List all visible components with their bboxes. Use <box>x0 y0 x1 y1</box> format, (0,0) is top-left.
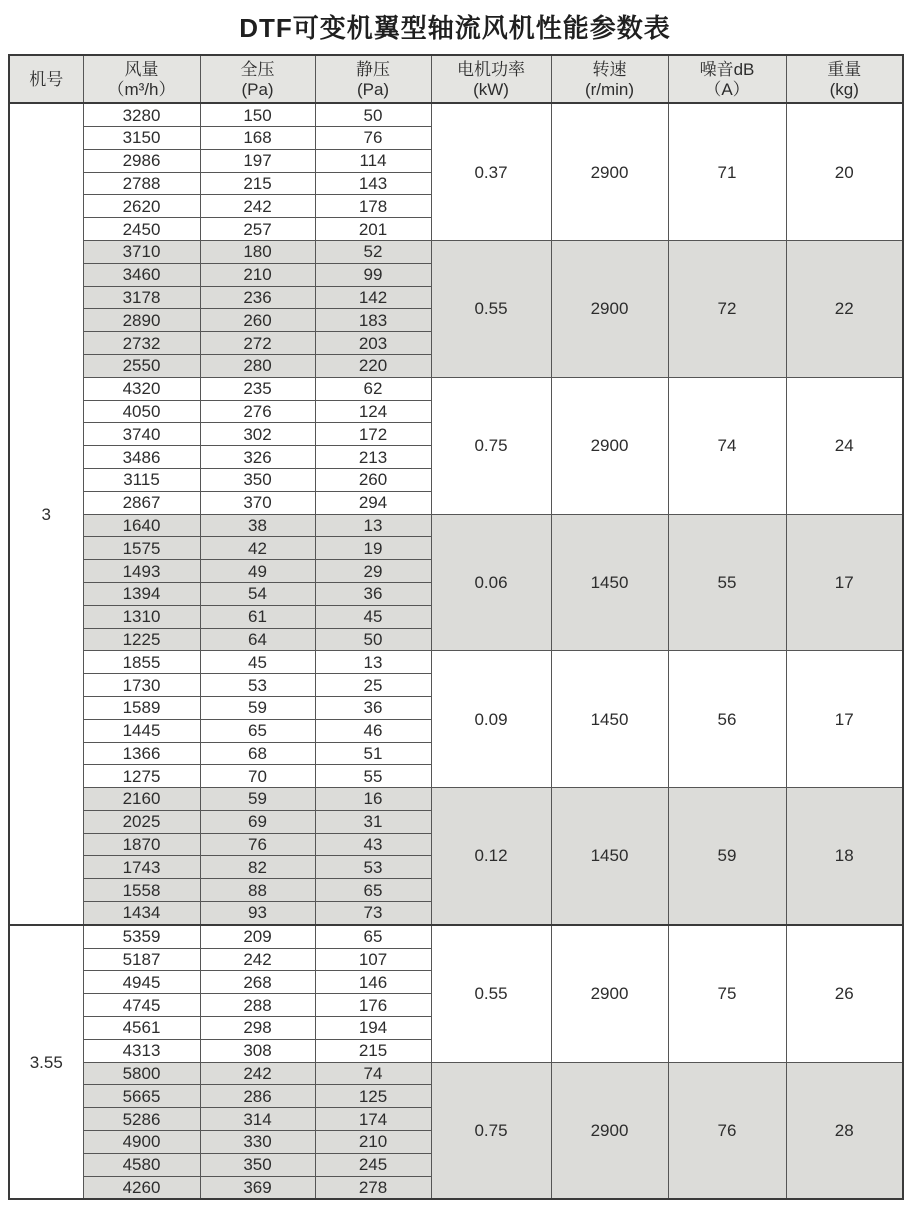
cell-total-pressure: 68 <box>200 742 315 765</box>
cell-air-volume: 4561 <box>83 1017 200 1040</box>
cell-air-volume: 1730 <box>83 674 200 697</box>
header-weight-unit: (kg) <box>829 79 859 99</box>
cell-total-pressure: 314 <box>200 1108 315 1131</box>
header-total-pressure-unit: (Pa) <box>241 79 274 99</box>
table-row <box>9 103 903 126</box>
header-machine-no <box>9 55 83 103</box>
header-motor-power-label: 电机功率 <box>457 59 525 79</box>
cell-noise: 75 <box>668 925 786 1062</box>
cell-air-volume: 5359 <box>83 925 200 948</box>
cell-motor-power: 0.12 <box>431 788 551 925</box>
cell-air-volume: 4580 <box>83 1153 200 1176</box>
cell-static-pressure: 51 <box>315 742 431 765</box>
cell-static-pressure: 125 <box>315 1085 431 1108</box>
cell-air-volume: 4745 <box>83 994 200 1017</box>
header-static-pressure-label: 静压 <box>356 59 390 79</box>
header-weight <box>786 55 903 103</box>
cell-static-pressure: 183 <box>315 309 431 332</box>
cell-noise: 72 <box>668 240 786 377</box>
fan-spec-table <box>8 54 904 1200</box>
cell-air-volume: 3710 <box>83 240 200 263</box>
cell-static-pressure: 45 <box>315 605 431 628</box>
table-row <box>9 1062 903 1085</box>
cell-total-pressure: 286 <box>200 1085 315 1108</box>
cell-total-pressure: 236 <box>200 286 315 309</box>
cell-weight: 20 <box>786 103 903 240</box>
cell-total-pressure: 276 <box>200 400 315 423</box>
cell-static-pressure: 25 <box>315 674 431 697</box>
cell-total-pressure: 70 <box>200 765 315 788</box>
cell-total-pressure: 53 <box>200 674 315 697</box>
header-machine-no-label: 机号 <box>29 69 64 89</box>
table-header <box>9 55 903 103</box>
fan-table-body <box>9 103 903 1199</box>
header-air-volume <box>83 55 200 103</box>
cell-total-pressure: 268 <box>200 971 315 994</box>
cell-total-pressure: 369 <box>200 1176 315 1199</box>
cell-static-pressure: 124 <box>315 400 431 423</box>
cell-weight: 26 <box>786 925 903 1062</box>
cell-total-pressure: 61 <box>200 605 315 628</box>
cell-motor-power: 0.75 <box>431 1062 551 1199</box>
cell-static-pressure: 194 <box>315 1017 431 1040</box>
cell-static-pressure: 62 <box>315 377 431 400</box>
cell-total-pressure: 180 <box>200 240 315 263</box>
cell-static-pressure: 16 <box>315 788 431 811</box>
cell-air-volume: 5187 <box>83 948 200 971</box>
cell-total-pressure: 215 <box>200 172 315 195</box>
cell-air-volume: 2732 <box>83 332 200 355</box>
cell-total-pressure: 298 <box>200 1017 315 1040</box>
cell-weight: 24 <box>786 377 903 514</box>
cell-total-pressure: 210 <box>200 263 315 286</box>
cell-total-pressure: 280 <box>200 354 315 377</box>
machine-number-cell: 3.55 <box>9 925 83 1200</box>
cell-speed: 2900 <box>551 240 668 377</box>
cell-static-pressure: 176 <box>315 994 431 1017</box>
cell-static-pressure: 143 <box>315 172 431 195</box>
cell-air-volume: 1743 <box>83 856 200 879</box>
cell-air-volume: 2450 <box>83 218 200 241</box>
header-motor-power <box>431 55 551 103</box>
table-row <box>9 925 903 948</box>
header-noise-label: 噪音dB <box>699 59 755 79</box>
cell-air-volume: 1575 <box>83 537 200 560</box>
cell-noise: 71 <box>668 103 786 240</box>
cell-air-volume: 3460 <box>83 263 200 286</box>
header-static-pressure-unit: (Pa) <box>356 79 390 99</box>
cell-motor-power: 0.55 <box>431 925 551 1062</box>
cell-air-volume: 5800 <box>83 1062 200 1085</box>
cell-air-volume: 1640 <box>83 514 200 537</box>
cell-total-pressure: 42 <box>200 537 315 560</box>
cell-air-volume: 1434 <box>83 902 200 925</box>
cell-air-volume: 1275 <box>83 765 200 788</box>
cell-air-volume: 1493 <box>83 560 200 583</box>
cell-air-volume: 4313 <box>83 1039 200 1062</box>
header-noise <box>668 55 786 103</box>
cell-static-pressure: 19 <box>315 537 431 560</box>
cell-static-pressure: 99 <box>315 263 431 286</box>
cell-speed: 2900 <box>551 925 668 1062</box>
cell-static-pressure: 213 <box>315 446 431 469</box>
table-row <box>9 240 903 263</box>
cell-total-pressure: 45 <box>200 651 315 674</box>
cell-weight: 17 <box>786 651 903 788</box>
cell-total-pressure: 330 <box>200 1131 315 1154</box>
cell-total-pressure: 272 <box>200 332 315 355</box>
cell-air-volume: 1225 <box>83 628 200 651</box>
cell-total-pressure: 209 <box>200 925 315 948</box>
header-air-volume-label: 风量 <box>124 59 159 79</box>
cell-static-pressure: 76 <box>315 126 431 149</box>
cell-speed: 1450 <box>551 788 668 925</box>
cell-speed: 2900 <box>551 103 668 240</box>
cell-static-pressure: 55 <box>315 765 431 788</box>
cell-air-volume: 2160 <box>83 788 200 811</box>
cell-air-volume: 2986 <box>83 149 200 172</box>
table-row <box>9 377 903 400</box>
header-speed-label: 转速 <box>592 59 627 79</box>
cell-total-pressure: 242 <box>200 1062 315 1085</box>
cell-static-pressure: 46 <box>315 719 431 742</box>
header-total-pressure-label: 全压 <box>240 59 275 79</box>
cell-motor-power: 0.55 <box>431 240 551 377</box>
cell-total-pressure: 59 <box>200 788 315 811</box>
cell-noise: 74 <box>668 377 786 514</box>
cell-total-pressure: 49 <box>200 560 315 583</box>
cell-static-pressure: 260 <box>315 468 431 491</box>
cell-air-volume: 3740 <box>83 423 200 446</box>
table-row <box>9 514 903 537</box>
cell-total-pressure: 65 <box>200 719 315 742</box>
cell-total-pressure: 242 <box>200 195 315 218</box>
cell-air-volume: 4050 <box>83 400 200 423</box>
cell-air-volume: 1394 <box>83 582 200 605</box>
cell-air-volume: 1558 <box>83 879 200 902</box>
cell-static-pressure: 294 <box>315 491 431 514</box>
cell-static-pressure: 36 <box>315 582 431 605</box>
cell-air-volume: 3115 <box>83 468 200 491</box>
cell-air-volume: 2867 <box>83 491 200 514</box>
cell-total-pressure: 168 <box>200 126 315 149</box>
cell-speed: 2900 <box>551 377 668 514</box>
cell-speed: 1450 <box>551 514 668 651</box>
cell-noise: 76 <box>668 1062 786 1199</box>
cell-air-volume: 1445 <box>83 719 200 742</box>
cell-static-pressure: 65 <box>315 925 431 948</box>
cell-total-pressure: 82 <box>200 856 315 879</box>
cell-air-volume: 3150 <box>83 126 200 149</box>
cell-noise: 55 <box>668 514 786 651</box>
cell-total-pressure: 64 <box>200 628 315 651</box>
cell-air-volume: 3486 <box>83 446 200 469</box>
cell-air-volume: 1310 <box>83 605 200 628</box>
header-noise-unit: （A） <box>704 79 750 99</box>
cell-static-pressure: 203 <box>315 332 431 355</box>
cell-air-volume: 4900 <box>83 1131 200 1154</box>
cell-motor-power: 0.37 <box>431 103 551 240</box>
cell-motor-power: 0.06 <box>431 514 551 651</box>
cell-total-pressure: 59 <box>200 696 315 719</box>
cell-static-pressure: 220 <box>315 354 431 377</box>
header-weight-label: 重量 <box>827 59 862 79</box>
cell-total-pressure: 235 <box>200 377 315 400</box>
cell-weight: 17 <box>786 514 903 651</box>
cell-static-pressure: 29 <box>315 560 431 583</box>
cell-total-pressure: 302 <box>200 423 315 446</box>
cell-air-volume: 2788 <box>83 172 200 195</box>
cell-total-pressure: 370 <box>200 491 315 514</box>
cell-weight: 28 <box>786 1062 903 1199</box>
cell-air-volume: 3178 <box>83 286 200 309</box>
header-speed <box>551 55 668 103</box>
cell-air-volume: 5665 <box>83 1085 200 1108</box>
cell-static-pressure: 13 <box>315 651 431 674</box>
cell-air-volume: 4320 <box>83 377 200 400</box>
cell-total-pressure: 150 <box>200 103 315 126</box>
cell-air-volume: 5286 <box>83 1108 200 1131</box>
cell-static-pressure: 201 <box>315 218 431 241</box>
cell-static-pressure: 36 <box>315 696 431 719</box>
header-speed-unit: (r/min) <box>584 79 635 99</box>
cell-static-pressure: 210 <box>315 1131 431 1154</box>
cell-weight: 18 <box>786 788 903 925</box>
cell-total-pressure: 197 <box>200 149 315 172</box>
cell-motor-power: 0.75 <box>431 377 551 514</box>
cell-air-volume: 2890 <box>83 309 200 332</box>
cell-speed: 1450 <box>551 651 668 788</box>
cell-total-pressure: 38 <box>200 514 315 537</box>
cell-total-pressure: 260 <box>200 309 315 332</box>
cell-air-volume: 1855 <box>83 651 200 674</box>
cell-air-volume: 4945 <box>83 971 200 994</box>
cell-total-pressure: 54 <box>200 582 315 605</box>
cell-static-pressure: 245 <box>315 1153 431 1176</box>
cell-static-pressure: 13 <box>315 514 431 537</box>
cell-total-pressure: 69 <box>200 810 315 833</box>
header-motor-power-unit: (kW) <box>473 79 509 99</box>
cell-air-volume: 1589 <box>83 696 200 719</box>
cell-total-pressure: 88 <box>200 879 315 902</box>
cell-static-pressure: 146 <box>315 971 431 994</box>
cell-air-volume: 2550 <box>83 354 200 377</box>
cell-total-pressure: 76 <box>200 833 315 856</box>
cell-static-pressure: 52 <box>315 240 431 263</box>
header-total-pressure <box>200 55 315 103</box>
machine-number-cell: 3 <box>9 103 83 925</box>
cell-air-volume: 4260 <box>83 1176 200 1199</box>
table-row <box>9 788 903 811</box>
cell-static-pressure: 174 <box>315 1108 431 1131</box>
cell-air-volume: 2620 <box>83 195 200 218</box>
cell-weight: 22 <box>786 240 903 377</box>
cell-air-volume: 3280 <box>83 103 200 126</box>
cell-air-volume: 1870 <box>83 833 200 856</box>
cell-total-pressure: 350 <box>200 468 315 491</box>
cell-total-pressure: 350 <box>200 1153 315 1176</box>
cell-static-pressure: 50 <box>315 103 431 126</box>
cell-static-pressure: 278 <box>315 1176 431 1199</box>
cell-static-pressure: 73 <box>315 902 431 925</box>
cell-motor-power: 0.09 <box>431 651 551 788</box>
cell-noise: 59 <box>668 788 786 925</box>
cell-total-pressure: 326 <box>200 446 315 469</box>
cell-static-pressure: 172 <box>315 423 431 446</box>
cell-total-pressure: 308 <box>200 1039 315 1062</box>
cell-speed: 2900 <box>551 1062 668 1199</box>
cell-static-pressure: 215 <box>315 1039 431 1062</box>
page-title: DTF可变机翼型轴流风机性能参数表 <box>239 13 671 43</box>
cell-static-pressure: 50 <box>315 628 431 651</box>
cell-static-pressure: 31 <box>315 810 431 833</box>
cell-total-pressure: 93 <box>200 902 315 925</box>
header-air-volume-unit: （m³/h） <box>107 79 176 99</box>
cell-static-pressure: 74 <box>315 1062 431 1085</box>
cell-air-volume: 1366 <box>83 742 200 765</box>
cell-static-pressure: 43 <box>315 833 431 856</box>
cell-static-pressure: 65 <box>315 879 431 902</box>
cell-total-pressure: 242 <box>200 948 315 971</box>
header-static-pressure <box>315 55 431 103</box>
cell-noise: 56 <box>668 651 786 788</box>
cell-total-pressure: 257 <box>200 218 315 241</box>
cell-total-pressure: 288 <box>200 994 315 1017</box>
cell-static-pressure: 107 <box>315 948 431 971</box>
cell-static-pressure: 178 <box>315 195 431 218</box>
cell-static-pressure: 53 <box>315 856 431 879</box>
header-row <box>9 55 903 103</box>
table-row <box>9 651 903 674</box>
cell-static-pressure: 142 <box>315 286 431 309</box>
cell-air-volume: 2025 <box>83 810 200 833</box>
cell-static-pressure: 114 <box>315 149 431 172</box>
